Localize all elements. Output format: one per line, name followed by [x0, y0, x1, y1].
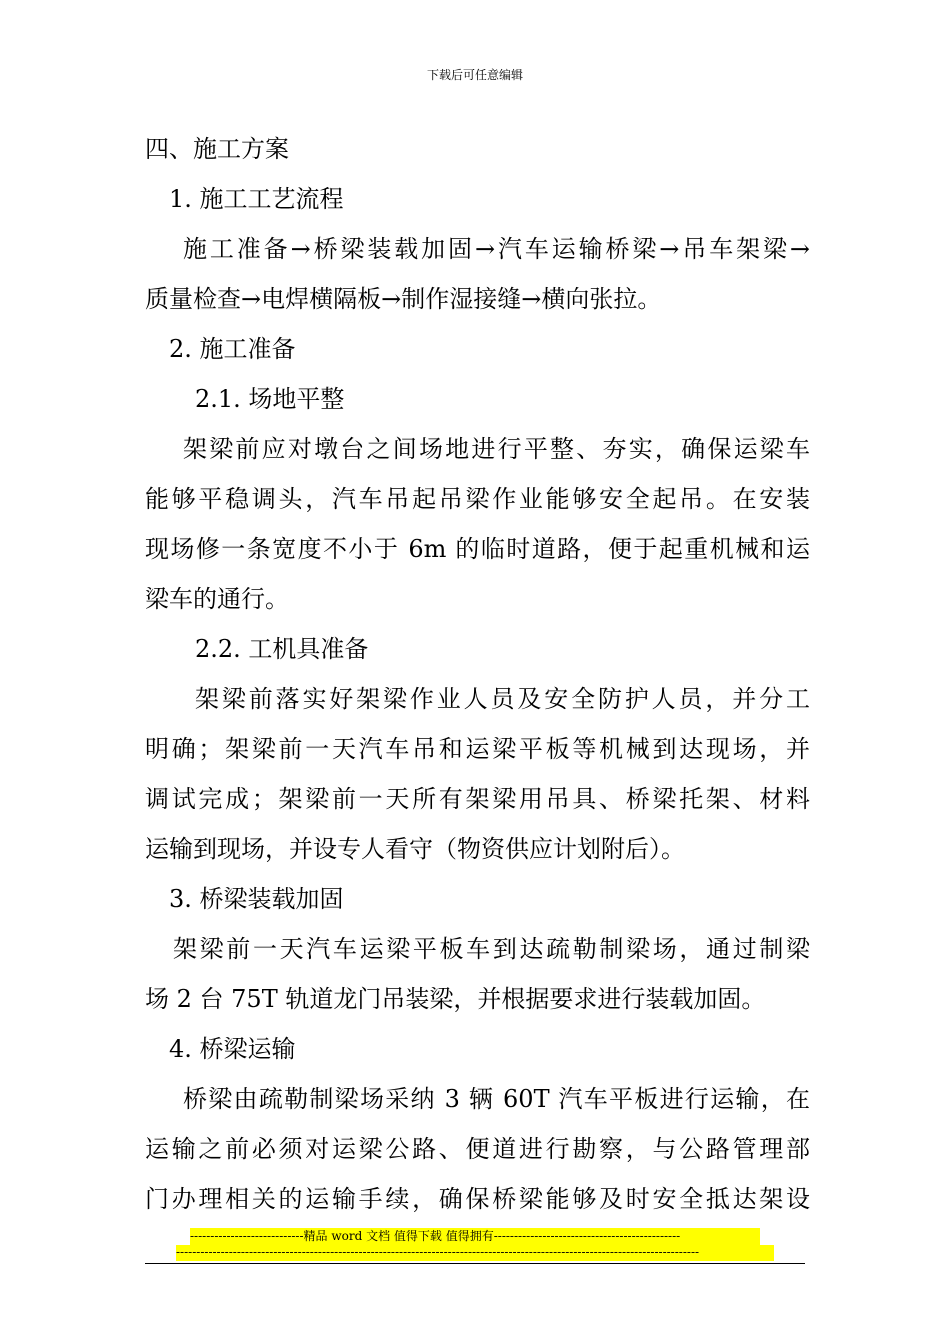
subsection-heading: 3. 桥梁装载加固 — [169, 885, 344, 913]
paragraph-line: 运输之前必须对运梁公路、便道进行勘察，与公路管理部 — [145, 1135, 810, 1163]
paragraph-line: 运输到现场，并设专人看守（物资供应计划附后）。 — [145, 835, 685, 863]
paragraph-line: 能够平稳调头，汽车吊起吊梁作业能够安全起吊。在安装 — [145, 485, 810, 513]
paragraph-line: 调试完成；架梁前一天所有架梁用吊具、桥梁托架、材料 — [145, 785, 810, 813]
footer-dash-line: --------------------------------------------------------------------------------------------------------------------------------- — [176, 1245, 774, 1261]
paragraph-line: 架梁前应对墩台之间场地进行平整、夯实，确保运梁车 — [183, 435, 810, 463]
paragraph-line: 桥梁由疏勒制梁场采纳 3 辆 60T 汽车平板进行运输，在 — [183, 1085, 810, 1113]
subsection-heading: 1. 施工工艺流程 — [169, 185, 344, 213]
document-body — [145, 124, 810, 1224]
footer-banner: ----------------------------精品 word 文档 值得下载 值得拥有---------------------------------------------- — [190, 1228, 760, 1245]
footer-divider — [145, 1263, 805, 1264]
subsection-heading: 2.2. 工机具准备 — [195, 635, 369, 663]
paragraph-line: 门办理相关的运输手续，确保桥梁能够及时安全抵达架设 — [145, 1185, 810, 1213]
paragraph-line: 场 2 台 75T 轨道龙门吊装梁，并根据要求进行装载加固。 — [145, 985, 766, 1013]
subsection-heading: 4. 桥梁运输 — [169, 1035, 296, 1063]
paragraph-line: 施工准备→桥梁装载加固→汽车运输桥梁→吊车架梁→ — [183, 235, 810, 263]
paragraph-line: 架梁前落实好架梁作业人员及安全防护人员，并分工 — [195, 685, 810, 713]
subsection-heading: 2. 施工准备 — [169, 335, 296, 363]
paragraph-line: 质量检查→电焊横隔板→制作湿接缝→横向张拉。 — [145, 285, 662, 313]
paragraph-line: 明确；架梁前一天汽车吊和运梁平板等机械到达现场，并 — [145, 735, 810, 763]
subsection-heading: 2.1. 场地平整 — [195, 385, 345, 413]
paragraph-line: 架梁前一天汽车运梁平板车到达疏勒制梁场，通过制梁 — [173, 935, 810, 963]
header-note: 下载后可任意编辑 — [426, 68, 523, 82]
paragraph-line: 现场修一条宽度不小于 6m 的临时道路，便于起重机械和运 — [145, 535, 810, 563]
section-heading: 四、施工方案 — [145, 135, 289, 163]
paragraph-line: 梁车的通行。 — [145, 585, 289, 613]
